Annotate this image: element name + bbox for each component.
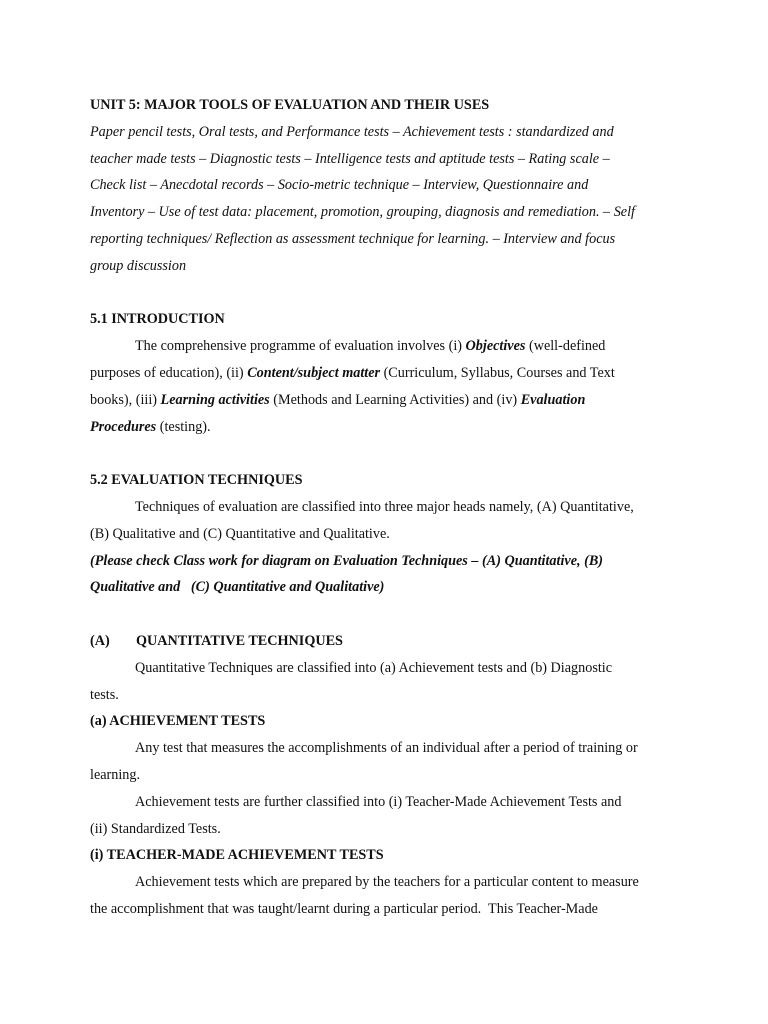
achievement-line: Achievement tests are further classified into (i) Teacher-Made Achievement Tests and [135, 793, 622, 810]
subsection-heading-teacher-made: (i) TEACHER-MADE ACHIEVEMENT TESTS [90, 847, 384, 864]
spacer [90, 440, 690, 467]
intro-text: The comprehensive programme of evaluation involves (i) [135, 338, 466, 355]
syllabus-line: Inventory – Use of test data: placement, promotion, grouping, diagnosis and remediation. – Self [90, 204, 635, 221]
syllabus-line: Paper pencil tests, Oral tests, and Performance tests – Achievement tests : standardized and [90, 123, 614, 140]
intro-emphasis: Objectives [465, 338, 526, 355]
intro-emphasis: Learning activities [160, 391, 270, 408]
intro-text: (Curriculum, Syllabus, Courses and Text [380, 364, 615, 381]
spacer [90, 601, 690, 628]
intro-text: books), (iii) [90, 391, 161, 408]
techniques-line: (B) Qualitative and (C) Quantitative and Qualitative. [90, 525, 390, 542]
intro-text: (testing). [156, 418, 211, 435]
techniques-note: (Please check Class work for diagram on Evaluation Techniques – (A) Quantitative, (B) [90, 552, 604, 569]
intro-text: (well-defined [525, 338, 606, 355]
intro-line [90, 333, 690, 360]
techniques-line: Techniques of evaluation are classified into three major heads namely, (A) Quantitative, [135, 498, 634, 515]
syllabus-line: group discussion [90, 257, 187, 274]
section-heading-quantitative [90, 628, 690, 655]
intro-emphasis: Procedures [90, 418, 157, 435]
intro-text: purposes of education), (ii) [90, 364, 248, 381]
intro-text: (Methods and Learning Activities) and (iv) [269, 391, 521, 408]
intro-line [90, 414, 690, 441]
spacer [90, 280, 690, 307]
teacher-made-line: the accomplishment that was taught/learnt during a particular period. This Teacher-Made [90, 900, 598, 917]
quantitative-line: tests. [90, 686, 119, 703]
achievement-line: learning. [90, 766, 141, 783]
techniques-note: Qualitative and (C) Quantitative and Qualitative) [90, 579, 385, 596]
section-heading-introduction: 5.1 INTRODUCTION [90, 311, 225, 328]
teacher-made-line: Achievement tests which are prepared by the teachers for a particular content to measure [135, 874, 639, 891]
section-heading-evaluation-techniques: 5.2 EVALUATION TECHNIQUES [90, 472, 303, 489]
achievement-line: Any test that measures the accomplishments of an individual after a period of training or [135, 740, 638, 757]
document-page [90, 92, 690, 923]
syllabus-line: teacher made tests – Diagnostic tests – Intelligence tests and aptitude tests – Rating scale – [90, 150, 610, 167]
unit-title: UNIT 5: MAJOR TOOLS OF EVALUATION AND THEIR USES [90, 97, 490, 113]
subsection-heading-achievement: (a) ACHIEVEMENT TESTS [90, 713, 266, 730]
intro-line [90, 360, 690, 387]
syllabus-line: reporting techniques/ Reflection as assessment technique for learning. – Interview and focus [90, 230, 616, 247]
intro-line [90, 387, 690, 414]
intro-emphasis: Content/subject matter [247, 364, 381, 381]
achievement-line: (ii) Standardized Tests. [90, 820, 221, 837]
intro-emphasis: Evaluation [520, 391, 586, 408]
syllabus-line: Check list – Anecdotal records – Socio-metric technique – Interview, Questionnaire and [90, 177, 589, 194]
quantitative-line: Quantitative Techniques are classified into (a) Achievement tests and (b) Diagnostic [135, 659, 613, 676]
section-label: (A) [90, 632, 110, 649]
section-title: QUANTITATIVE TECHNIQUES [136, 632, 343, 649]
